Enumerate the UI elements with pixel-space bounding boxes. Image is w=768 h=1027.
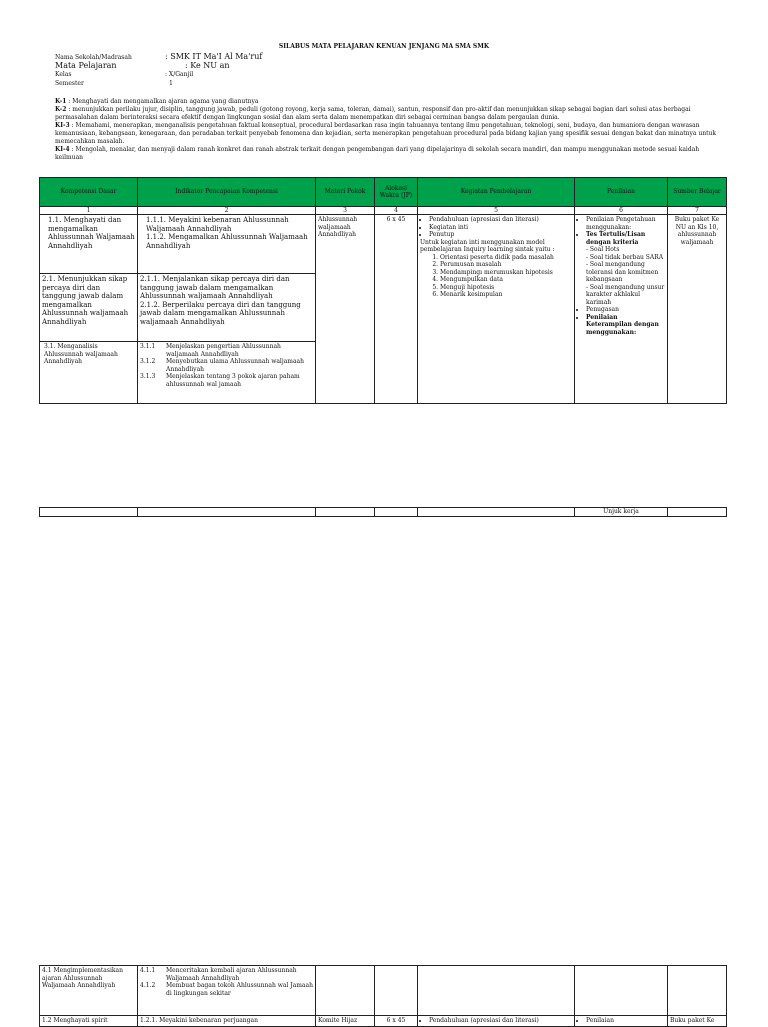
penilaian-cell — [575, 215, 668, 404]
meta-subject — [55, 61, 230, 71]
criteria-item: - Soal mengandung unsur karakter akhlakul karimah — [586, 283, 665, 306]
indicator-cell — [138, 342, 316, 404]
empty-cell — [668, 508, 727, 517]
list-item: 1. Orientasi peserta didik pada masalah — [440, 254, 572, 262]
column-number-row — [40, 207, 727, 215]
criteria-item: - Soal mengandung toleransi dan komitmen kebangsaan — [586, 261, 659, 283]
empty-cell — [375, 508, 418, 517]
list-item: • Kegiatan inti — [429, 224, 572, 232]
meta-value: : X/Ganjil — [165, 71, 194, 78]
table-row — [40, 1016, 727, 1027]
header-materi: Materi Pokok — [316, 178, 375, 207]
col-number: 2 — [138, 207, 316, 215]
header-sumber: Sumber Belajar — [668, 178, 727, 207]
kd-cell: 1.1. Menghayati dan mengamalkan Ahlussunnah Waljamaah Annahdliyah — [40, 215, 138, 274]
indicator-item: 3.1.2 Menyebutkan ulama Ahlussunnah waljamaah Annahdliyah — [140, 358, 304, 373]
kd-cell: 3.1. Menganalisis Ahlussunnah waljamaah Annahdliyah — [40, 342, 138, 404]
list-item: • Penilaian — [586, 1017, 665, 1025]
indicator-item: 4.1.1 Menceritakan kembali ajaran Ahlussunnah Waljamaah Annahdliyah — [140, 967, 297, 982]
criteria-item: - Soal Hots — [586, 246, 620, 253]
col-number: 1 — [40, 207, 138, 215]
kd-cell: 4.1 Mengimplementasikan ajaran Ahlussunnah Waljamaah Annahdliyah — [40, 966, 138, 1016]
meta-semester — [55, 80, 173, 88]
kd-cell: 2.1. Menunjukkan sikap percaya diri dan tanggung jawab dalam mengamalkan Ahlussunnah waljamaah Annahdliyah — [40, 274, 138, 342]
empty-cell — [316, 508, 375, 517]
kegiatan-cell — [418, 1016, 575, 1027]
materi-cell: Komite Hijaz — [316, 1016, 375, 1027]
core-competency-list — [55, 98, 725, 162]
header-kegiatan: Kegiatan Pembelajaran — [418, 178, 575, 207]
meta-value: : Ke NU an — [185, 61, 230, 70]
list-item: 2. Perumusan masalah — [440, 261, 572, 269]
table-row — [40, 215, 727, 274]
empty-cell — [418, 508, 575, 517]
indicator-cell — [138, 215, 316, 274]
indicator-item: 4.1.2 Membuat bagan tokoh Ahlussunnah wal Jamaah di lingkungan sekitar — [140, 982, 313, 997]
kegiatan-intro: Untuk kegiatan inti menggunakan model pembelajaran Inquiry learning sintak yaitu : — [420, 238, 555, 253]
empty-cell — [40, 508, 138, 517]
list-item: 3. Mendampingı merumuskan hipotesis — [440, 269, 572, 277]
header-alokasi: Alokasi Waktu (JP) — [375, 178, 418, 207]
header-indikator: Indikator Pencapaian Kompetensi — [138, 178, 316, 207]
indicator-item: 2.1.2. Berperilaku percaya diri dan tanggung jawab dalam mengamalkan Ahlussunnah waljamaah Annahdliyah — [140, 300, 301, 326]
alokasi-cell: 6 x 45 — [375, 215, 418, 404]
col-number: 6 — [575, 207, 668, 215]
indicator-item: 3.1.1 Menjelaskan pengertian Ahlussunnah waljamaah Annahdliyah — [140, 343, 281, 358]
ki-2: K-2 : menunjukkan perilaku jujur, disiplin, tanggung jawab, peduli (gotong royong, kerja sama, toleran, damai), santun, responsif dan pro-aktif dan menunjukkan sikap sebagai bagian dari solusi atas berbagai permasalahan dalam berinteraksi secara efektif dengan lingkungan sosial dan alam serta dalam menempatkan diri sebagai cerminan bangsa dalam pergaulan dunia. — [55, 106, 691, 121]
materi-cell: Ahlussunnah waljamaah Annahdliyah — [316, 215, 375, 404]
continuation-row-table — [39, 507, 727, 517]
kd-cell: 1.2 Menghayati spirit — [40, 1016, 138, 1027]
empty-cell — [668, 966, 727, 1016]
indicator-cell — [138, 966, 316, 1016]
table-row — [40, 966, 727, 1016]
empty-cell — [575, 966, 668, 1016]
col-number: 3 — [316, 207, 375, 215]
meta-value: : SMK IT Ma'I Al Ma'ruf — [165, 52, 263, 61]
list-item: • Pendahuluan (apresiasi dan literasi) — [429, 1017, 572, 1025]
meta-label: Mata Pelajaran — [55, 61, 117, 70]
penilaian-cell — [575, 1016, 668, 1027]
empty-cell — [418, 966, 575, 1016]
indicator-cell: 1.2.1. Meyakini kebenaran perjuangan — [138, 1016, 316, 1027]
list-item: • Pendahuluan (apresiasi dan literasi) — [429, 216, 572, 224]
meta-class — [55, 71, 194, 79]
indicator-item: 2.1.1. Menjalankan sikap percaya diri dan tanggung jawab dalam mengamalkan Ahlussunnah waljamaah Annahdliyah — [140, 275, 290, 300]
meta-label: Kelas — [55, 71, 72, 78]
list-item: 5. Menguji hipotesis — [440, 284, 572, 292]
indicator-cell — [138, 274, 316, 342]
empty-cell — [316, 966, 375, 1016]
indicator-item: 1.1.1. Meyakini kebenaran Ahlussunnah Waljamaah Annahdliyah — [146, 216, 289, 233]
header-kompetensi-dasar: Kompetensi Dasar — [40, 178, 138, 207]
syllabus-table — [39, 177, 727, 404]
col-number: 5 — [418, 207, 575, 215]
ki-4: KI-4 : Mengolah, menalar, dan menyaji dalam ranah konkret dan ranah abstrak terkait dengan pengembangan dari yang dipelajarinya di sekolah secara mandiri, dan mampu menggunakan metode sesuai kaidah keilmuan — [55, 146, 700, 161]
list-item: 6. Menarik kesimpulan — [440, 291, 572, 299]
ki-1: K-1 : Menghayati dan mengamalkan ajaran agama yang dianutnya — [55, 98, 259, 105]
sumber-cell: Buku paket Ke NU an Kls 10, ahlussunnah waljamaah — [668, 215, 727, 404]
indicator-item: 3.1.3 Menjelaskan tentang 3 pokok ajaran paham ahlussunnah wal jamaah — [140, 373, 300, 388]
criteria-item: - Soal tidak berbau SARA — [586, 253, 664, 261]
meta-label: Nama Sekolah/Madrasah — [55, 54, 132, 61]
list-item: • Tes Tertulis/Lisan dengan kriteria — [586, 231, 665, 246]
list-item: • Penilaian Keterampilan dengan menggunakan: — [586, 314, 665, 337]
meta-value: 1 — [169, 80, 173, 87]
page-title: SILABUS MATA PELAJARAN KENUAN JENJANG MA SMA SMK — [278, 43, 490, 50]
next-page-table — [39, 965, 727, 1027]
sumber-cell: Buku paket Ke — [668, 1016, 727, 1027]
list-item: • Penilaian Pengetahuan menggunakan: — [586, 216, 665, 231]
unjuk-kerja-cell: Unjuk kerja — [575, 508, 668, 517]
header-penilaian: Penilaian — [575, 178, 668, 207]
empty-cell — [375, 966, 418, 1016]
empty-cell — [138, 508, 316, 517]
kegiatan-cell — [418, 215, 575, 404]
indicator-item: 1.1.2. Mengamalkan Ahlussunnah Waljamaah Annahdliyah — [146, 233, 308, 250]
table-header-row — [40, 178, 727, 207]
list-item: 4. Mengumpulkan data — [440, 276, 572, 284]
table-row — [40, 508, 727, 517]
list-item: • Penutup — [429, 231, 572, 239]
list-item: • Penugasan — [586, 306, 665, 314]
ki-3: KI-3 : Memahami, menerapkan, menganalisis pengetahuan faktual konseptual, procedural berdasarkan rasa ingin tahuannya tentang ilmu pengetahuan, teknologi, seni, budaya, dan humaniora dengan wawasan kemanusiaan, kebangsaan, kenegaraan, dan peradaban terkait penyebab fenomena dan kejadian, serta menerapkan pengetahuan procedural pada bidang kajian yang spesifik sesuai dengan bakat dan minatnya untuk memecahkan masalah. — [55, 122, 717, 145]
col-number: 4 — [375, 207, 418, 215]
col-number: 7 — [668, 207, 727, 215]
alokasi-cell: 6 x 45 — [375, 1016, 418, 1027]
meta-label: Semester — [55, 80, 84, 87]
